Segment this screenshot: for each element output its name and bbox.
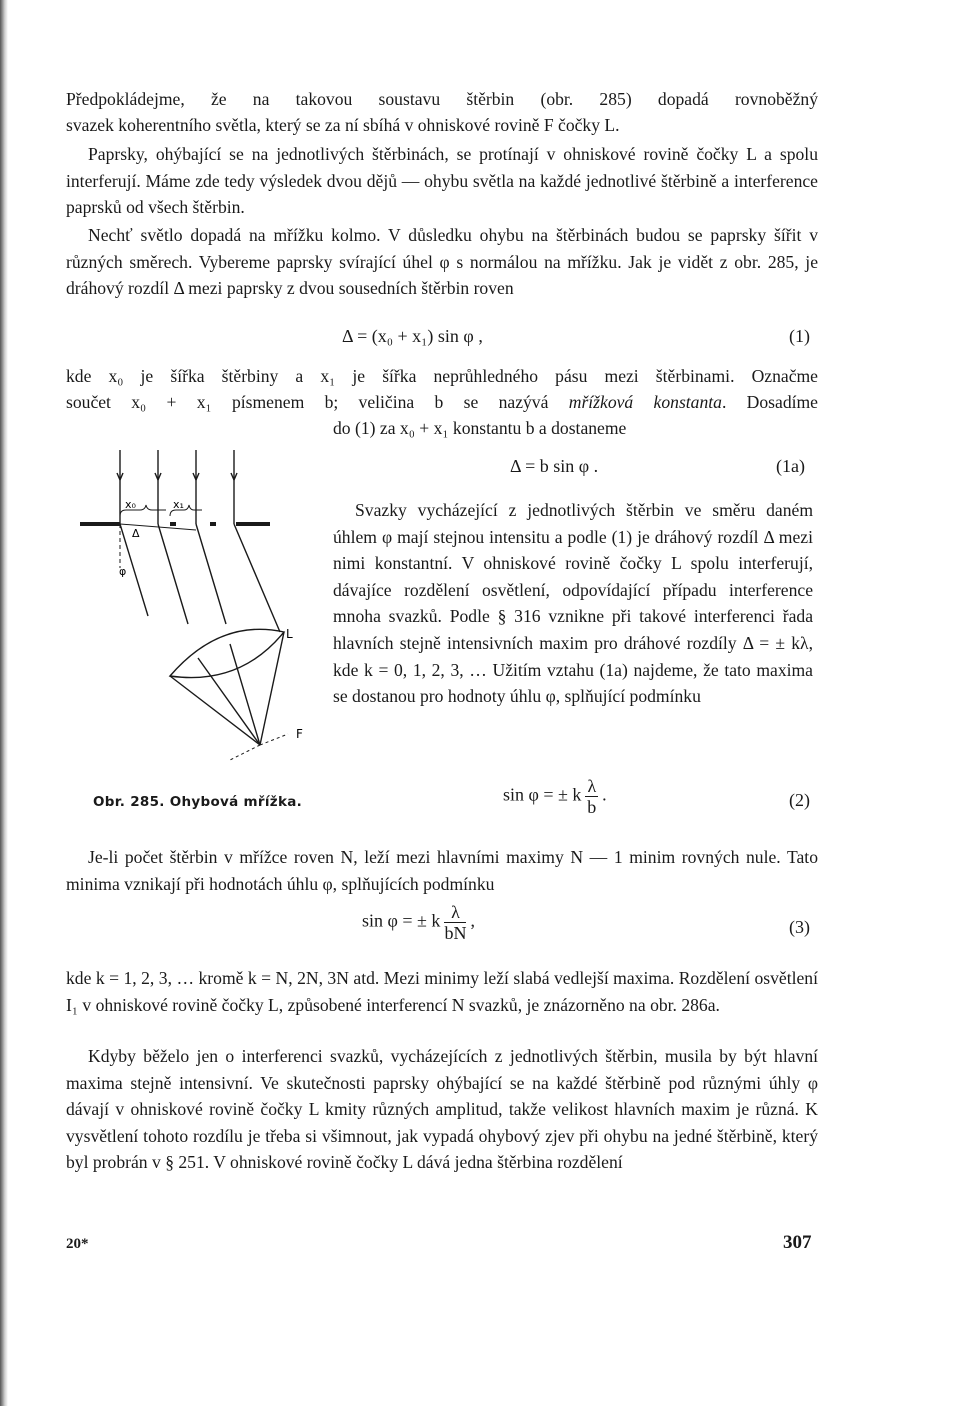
equation-3-lhs: sin φ = ± k xyxy=(362,910,441,931)
equation-3-tail: , xyxy=(470,910,475,931)
paragraph-4-line-2 xyxy=(66,389,818,416)
paragraph-2: Paprsky, ohýbající se na jednotlivých štěrbinách, se protínají v ohniskové rovině čočky L a spolu interferují. Máme zde tedy výsledek dvou dějů — ohybu světla na každé jednotlivé štěrbině a interference paprsků od všech štěrbin. xyxy=(66,144,818,218)
paragraph-4-line-1: kde x₀ je šířka štěrbiny a x₁ je šířka neprůhledného pásu mezi štěrbinami. Označme xyxy=(66,366,818,386)
equation-1-number: (1) xyxy=(789,326,810,346)
equation-2-denominator: b xyxy=(587,797,597,817)
paragraph-6: Je-li počet štěrbin v mřížce roven N, leží mezi hlavními maximy N — 1 minim rovných nule. Tato minima vznikají při hodnotách úhlu φ, splňujících podmínku xyxy=(66,847,818,894)
figure-caption: Obr. 285. Ohybová mřížka. xyxy=(93,794,303,810)
printer-signature: 20* xyxy=(66,1236,89,1252)
equation-2-lhs: sin φ = ± k xyxy=(503,784,582,805)
equation-3-denominator: bN xyxy=(444,923,467,943)
paragraph-1-line-2: svazek koherentního světla, který se za ní sbíhá v ohniskové rovině F čočky L. xyxy=(66,115,620,135)
equation-1: Δ = (x₀ + x₁) sin φ , xyxy=(342,326,483,346)
label-x0: x₀ xyxy=(125,498,136,511)
diffracted-ray-4 xyxy=(234,524,280,632)
label-L: L xyxy=(286,627,293,641)
paragraph-8: Kdyby běželo jen o interferenci svazků, vycházejících z jednotlivých štěrbin, musila by být hlavní maxima stejně intensivní. Ve skutečnosti paprsky ohýbající se na každé štěrbině pod různými úhly φ dávají v ohniskové rovině čočky L kmity různých amplitud, takže velikost hlavních maxim je různá. K vysvětlení tohoto rozdílu je třeba si všimnout, jak vypadá ohybový zjev při ohybu na jedné štěrbině, který byl probrán v § 251. V ohniskové rovině čočky L dává jedna štěrbina rozdělení xyxy=(66,1046,818,1173)
lens-L xyxy=(170,629,284,677)
equation-3-numerator: λ xyxy=(444,902,466,923)
equation-2-number: (2) xyxy=(789,790,810,810)
paragraph-4-line-2-end: . Dosadíme xyxy=(721,392,818,412)
paragraph-5: Svazky vycházející z jednotlivých štěrbin ve směru daném úhlem φ mají stejnou intensitu a podle (1) je dráhový rozdíl Δ mezi nimi konstantní. V ohniskové rovině čočky L spolu interferují, dávajíce rozdělení osvětlení, odpovídající případu interference mnoha svazků. Podle § 316 vznikne při takové interferenci řada hlavních stejně intensivních maxim pro dráhové rozdíly Δ = ± kλ, kde k = 0, 1, 2, 3, … Užitím vztahu (1a) najdeme, že tato maxima se dostanou pro hodnoty úhlu φ, splňující podmínku xyxy=(333,500,813,707)
label-x1: x₁ xyxy=(173,498,184,511)
equation-2-tail: . xyxy=(602,784,607,805)
equation-1a-number: (1a) xyxy=(776,456,805,476)
paragraph-7: kde k = 1, 2, 3, … kromě k = N, 2N, 3N atd. Mezi minimy leží slabá vedlejší maxima. Rozdělení osvětlení I₁ v ohniskové rovině čočky L, způsobené interferencí N svazků, je znázorněno na obr. 286a. xyxy=(66,968,818,1015)
paragraph-4-line-2-start: součet x₀ + x₁ písmenem b; veličina b se nazývá xyxy=(66,392,569,412)
diffracted-ray-3 xyxy=(196,524,226,624)
equation-3-number: (3) xyxy=(789,917,810,937)
label-delta: Δ xyxy=(132,527,140,540)
paragraph-3: Nechť světlo dopadá na mřížku kolmo. V důsledku ohybu na štěrbinách budou se paprsky šířit v různých směrech. Vybereme paprsky svírající úhel φ s normálou na mřížku. Jak je vidět z obr. 285, je dráhový rozdíl Δ mezi paprsky z dvou sousedních štěrbin roven xyxy=(66,225,818,299)
diffracted-ray-2 xyxy=(158,524,188,624)
equation-2 xyxy=(503,776,607,817)
label-F: F xyxy=(296,727,303,741)
page-number: 307 xyxy=(783,1232,812,1253)
equation-2-numerator: λ xyxy=(587,776,597,796)
equation-1a: Δ = b sin φ . xyxy=(510,456,599,476)
label-phi: φ xyxy=(119,565,127,578)
term-grating-constant: mřížková konstanta xyxy=(568,392,722,412)
diffraction-grating-figure xyxy=(70,440,330,770)
page-binding-shadow xyxy=(0,0,8,1406)
equation-3 xyxy=(362,902,475,943)
paragraph-1-line-1: Předpokládejme, že na takovou soustavu štěrbin (obr. 285) dopadá rovnoběžný xyxy=(66,89,818,109)
paragraph-4-line-3: do (1) za x₀ + x₁ konstantu b a dostaneme xyxy=(333,418,627,438)
